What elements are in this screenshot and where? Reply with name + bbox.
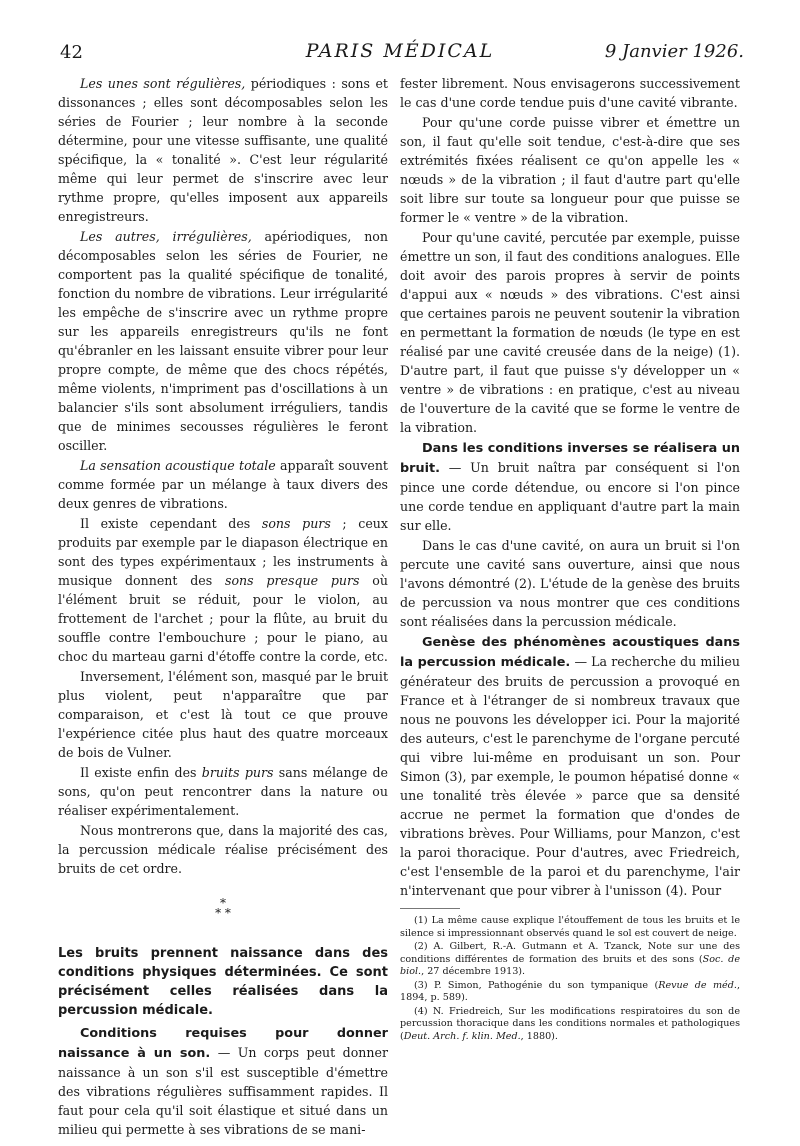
- paragraph-text: — Un corps peut donner naissance à un son s'il est susceptible d'émettre des vibrations régulières suffisamment rapides. Il faut pour cela qu'il soit élastique et situé dans un milieu qui permette à ses vibrations de se mani-: [58, 1045, 388, 1137]
- paragraph-text: Il existe enfin des: [80, 765, 202, 780]
- footnote-4: [400, 1006, 740, 1044]
- paragraph-text: — Un bruit naîtra par conséquent si l'on pince une corde détendue, ou encore si l'on pince une corde tendue en appliquant d'autre part la main sur elle.: [400, 460, 740, 533]
- footnote-3: [400, 980, 740, 1005]
- footnote-text: , 1894, p. 589).: [400, 979, 740, 1003]
- paragraph-text: apériodiques, non décomposables selon les séries de Fourier, ne comportent pas la qualité spécifique de tonalité, fonction du nombre de vibrations. Leur irrégularité les empêche de s'inscrire avec un rythme propre sur les appareils enregistreurs qu'ils ne font qu'ébranler en les laissant ensuite vibrer pour leur propre compte, de même que des chocs répétés, même violents, n'impriment pas d'oscillations à un balancier s'ils sont absolument irréguliers, tandis que de minimes secousses régulières le feront osciller.: [58, 229, 388, 453]
- issue-date: 9 Janvier 1926.: [604, 41, 744, 62]
- emphasis: Deut. Arch. f. klin. Med.: [403, 1030, 521, 1042]
- section-separator-asterism: [58, 898, 388, 918]
- left-column: [58, 74, 388, 1140]
- emphasis: sons presque purs: [225, 573, 360, 588]
- page-header: [0, 0, 800, 70]
- footnote-divider: [400, 908, 460, 909]
- paragraph-cavity-noise: Dans le cas d'une cavité, on aura un bruit si l'on percute une cavité sans ouverture, ainsi que nous l'avons démontré (2). L'étude de la genèse des bruits de percussion va nous montrer que ces conditions sont réalisées dans la percussion médicale.: [400, 538, 740, 629]
- paragraph-text: Il existe cependant des: [80, 516, 262, 531]
- paragraph-irregular-vibrations: [58, 227, 388, 455]
- paragraph-text: où l'élément bruit se réduit, pour le violon, au frottement de l'archet ; pour la flûte, au bruit du souffle contre l'embouchure ; pour le piano, au choc du marteau garni d'étoffe contre la corde, etc.: [58, 573, 388, 664]
- paragraph-text: sans mélange de sons, qu'on peut rencontrer dans la nature ou réaliser expérimentalement.: [58, 765, 388, 818]
- paragraph-genesis: [400, 632, 740, 900]
- asterism-top: *: [220, 896, 226, 910]
- emphasis: sons purs: [261, 516, 331, 531]
- paragraph-text: ; ceux produits par exemple par le diapason électrique en sont des types expérimentaux ; les instruments à musique donnent des: [58, 516, 388, 588]
- emphasis: La sensation acoustique totale: [80, 458, 276, 473]
- section-heading: Les bruits prennent naissance dans des conditions physiques déterminées. Ce sont précisément celles réalisées dans la percussion médicale.: [58, 946, 388, 1018]
- footnote-text: (2) A. Gilbert, R.-A. Gutmann et A. Tzanck, Note sur une des conditions différentes de formation des bruits et des sons (: [400, 941, 740, 965]
- run-in-heading: Dans les conditions inverses se réalisera un bruit.: [400, 441, 740, 476]
- asterism-bottom: * *: [215, 906, 231, 920]
- footnote-2: [400, 941, 740, 979]
- footnote-text: , 1880).: [520, 1030, 558, 1042]
- paragraph-text: — La recherche du milieu générateur des bruits de percussion a provoqué en France et à l'étranger de si nombreux travaux que nous ne pouvons les développer ici. Pour la majorité des auteurs, c'est le parenchyme de l'organe percuté qui vibre lui-même en produisant un son. Pour Simon (3), par exemple, le poumon hépatisé donne « une tonalité très élevée » parce que sa densité accrue ne permet la formation que d'ondes de vibrations brèves. Pour Williams, pour Manzon, c'est la paroi thoracique. Pour d'autres, avec Friedreich, c'est l'ensemble de la paroi et du parenchyme, l'air n'intervenant que pour vibrer à l'unisson (4). Pour: [400, 654, 740, 898]
- emphasis: bruits purs: [201, 765, 274, 780]
- paragraph-pure-noises: [58, 763, 388, 820]
- paragraph-continuation: fester librement. Nous envisagerons successivement le cas d'une corde tendue puis d'une cavité vibrante.: [400, 76, 740, 110]
- journal-title: PARIS MÉDICAL: [305, 40, 495, 62]
- paragraph-pure-sounds: [58, 514, 388, 666]
- emphasis: Soc. de biol.: [400, 953, 741, 977]
- paragraph-conditions-for-sound: [58, 1023, 388, 1139]
- paragraph-text: périodiques : sons et dissonances ; elles sont décomposables selon les séries de Fourier ; leur nombre à la seconde détermine, pour une vitesse suffisante, une qualité spécifique, la « tonalité ». C'est leur régularité même qui leur permet de s'inscrire avec leur rythme propre, qu'elles imposent aux appareils enregistreurs.: [58, 76, 388, 224]
- emphasis: Les unes sont régulières,: [80, 76, 246, 91]
- right-column: [400, 74, 740, 1044]
- run-in-heading: Conditions requises pour donner naissance à un son.: [58, 1026, 388, 1061]
- paragraph-total-sensation: [58, 456, 388, 513]
- emphasis: Les autres, irrégulières,: [80, 229, 252, 244]
- footnote-text: (3) P. Simon, Pathogénie du son tympanique (: [414, 979, 659, 991]
- page-number: 42: [60, 42, 83, 63]
- paragraph-inversely: Inversement, l'élément son, masqué par le bruit plus violent, peut n'apparaître que par comparaison, et c'est là tout ce que prouve l'expérience citée plus haut des quatre morceaux de bois de Vulner.: [58, 669, 388, 760]
- paragraph-text: apparaît souvent comme formée par un mélange à taux divers des deux genres de vibrations.: [58, 458, 388, 511]
- footnote-1: (1) La même cause explique l'étouffement de tous les bruits et le silence si impressionnant observés quand le sol est couvert de neige.: [400, 915, 740, 939]
- footnotes: [400, 915, 740, 1043]
- footnote-text: , 27 décembre 1913).: [421, 966, 526, 977]
- paragraph-inverse-conditions: [400, 438, 740, 535]
- paragraph-regular-vibrations: [58, 74, 388, 226]
- emphasis: Revue de méd.: [658, 979, 737, 991]
- footnote-text: (4) N. Friedreich, Sur les modifications respiratoires du son de percussion thoracique dans les conditions normales et pathologiques (: [400, 1005, 740, 1042]
- paragraph-string: Pour qu'une corde puisse vibrer et émettre un son, il faut qu'elle soit tendue, c'est-à-dire que ses extrémités fixées réalisent ce qu'on appelle les « nœuds » de la vibration ; il faut d'autre part qu'elle soit libre sur toute sa longueur pour que puisse se former le « ventre » de la vibration.: [400, 115, 740, 225]
- run-in-heading: Genèse des phénomènes acoustiques dans la percussion médicale.: [400, 635, 740, 670]
- paragraph-we-will-show: Nous montrerons que, dans la majorité des cas, la percussion médicale réalise précisément des bruits de cet ordre.: [58, 823, 388, 876]
- paragraph-cavity: Pour qu'une cavité, percutée par exemple, puisse émettre un son, il faut des conditions analogues. Elle doit avoir des parois propres à servir de points d'appui aux « nœuds » des vibrations. C'est ainsi que certaines parois ne peuvent soutenir la vibration en permettant la formation de nœuds (le type en est réalisé par une cavité creusée dans de la neige) (1). D'autre part, il faut que puisse s'y développer un « ventre » de vibrations : en pratique, c'est au niveau de l'ouverture de la cavité que se forme le ventre de la vibration.: [400, 230, 740, 435]
